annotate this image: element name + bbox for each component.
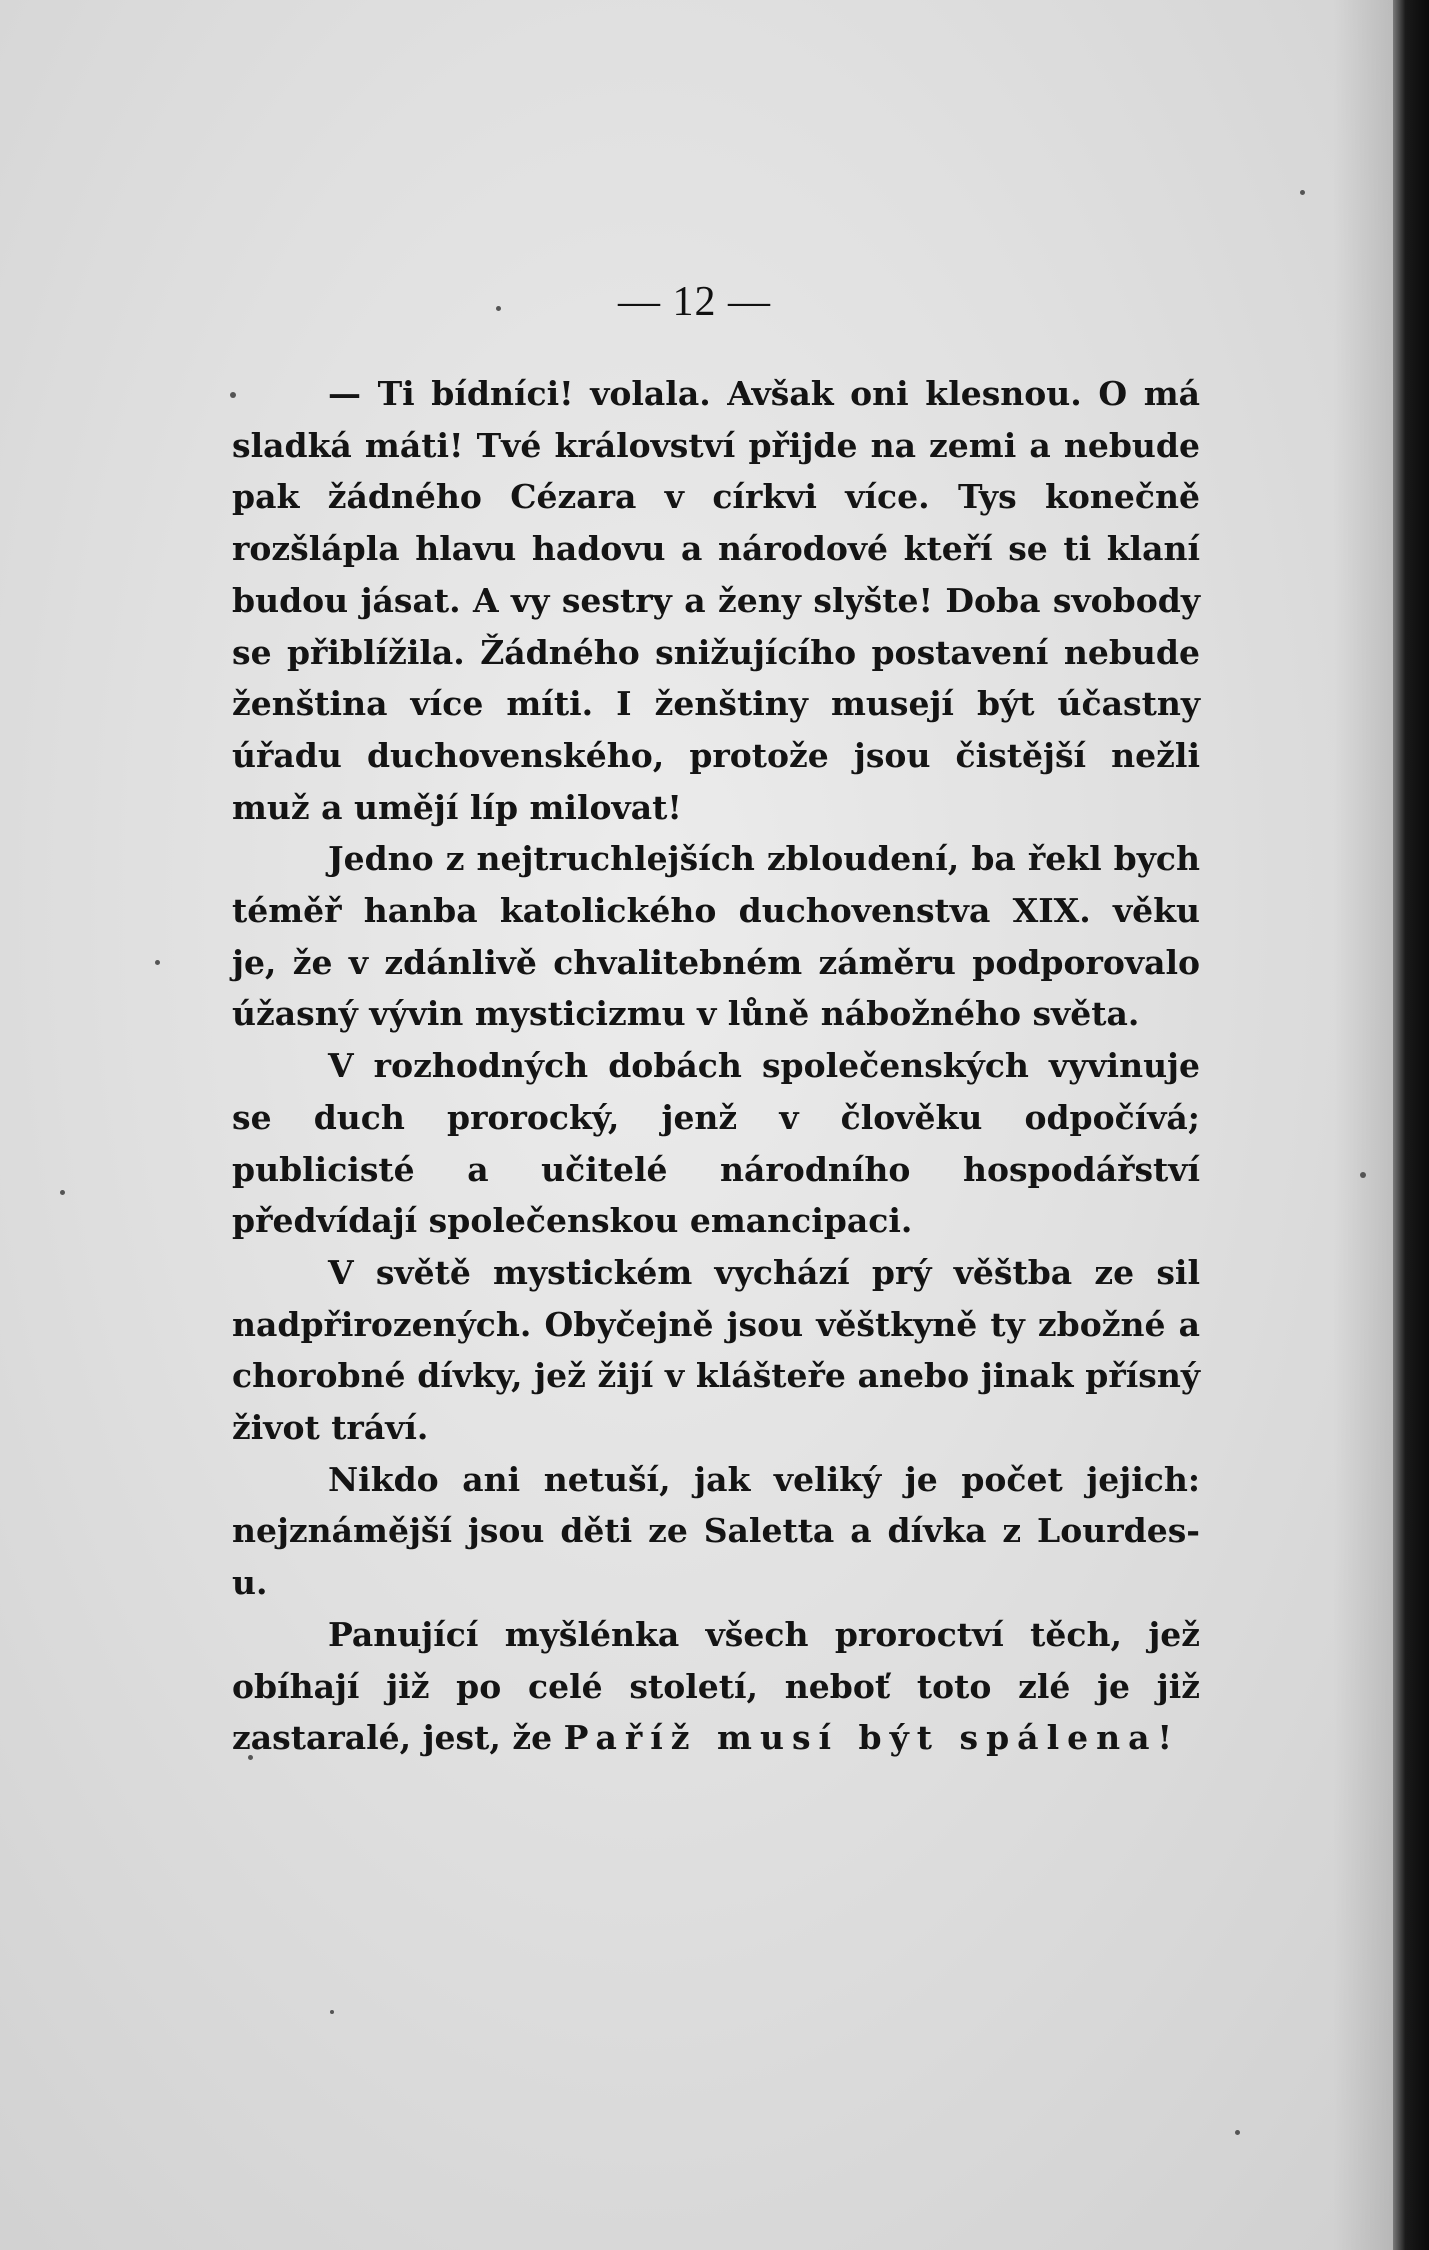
page-gutter-shadow [1333,0,1393,2250]
scan-speck [1235,2130,1240,2135]
paragraph: — Ti bídníci! volala. Avšak oni klesnou. O má sladká máti! Tvé království přijde na zemi a nebude pak žádného Cézara v církvi více. Tys konečně rozšlápla hlavu hadovu a národové kteří se ti klaní budou jásat. A vy sestry a ženy slyšte! Doba svobody se přiblížila. Žádného snižujícího postavení nebude ženština více míti. I ženštiny musejí být účastny úřadu duchovenského, protože jsou čistější nežli muž a umějí líp milovat! [232,374,1200,827]
scan-speck [1360,1172,1366,1178]
scan-speck [60,1190,65,1195]
paragraph: Jedno z nejtruchlejších zbloudení, ba řekl bych téměř hanba katolického duchovenstva XIX. věku je, že v zdánlivě chvalitebném záměru podporovalo úžasný vývin mysticizmu v lůně nábožného světa. [232,839,1200,1034]
paragraph: V světě mystickém vychází prý věštba ze sil nadpřirozených. Obyčejně jsou věštkyně ty zbožné a chorobné dívky, jež žijí v klášteře anebo jinak přísný život tráví. [232,1252,1200,1448]
paragraph: Nikdo ani netuší, jak veliký je počet jejich: nejznámější jsou děti ze Saletta a dívka z Lourdes-u. [232,1459,1200,1603]
paragraph: V rozhodných dobách společenských vyvinuje se duch prorocký, jenž v člověku odpočívá; publicisté a učitelé národního hospodářství předvídají společenskou emancipaci. [232,1046,1200,1241]
paragraph-text: Panující myšlénka všech proroctví těch, jež obíhají již po celé století, neboť toto zlé je již zastaralé, jest, že [232,1614,1200,1758]
scan-speck [330,2010,334,2014]
emphasized-phrase: Paříž musí být spálena! [563,1718,1180,1758]
paragraph [232,1609,1200,1764]
page-dark-edge [1393,0,1429,2250]
page-number: — 12 — [618,279,771,325]
body-text [232,368,1200,1764]
scan-speck [1300,190,1305,195]
scan-speck [155,960,160,965]
